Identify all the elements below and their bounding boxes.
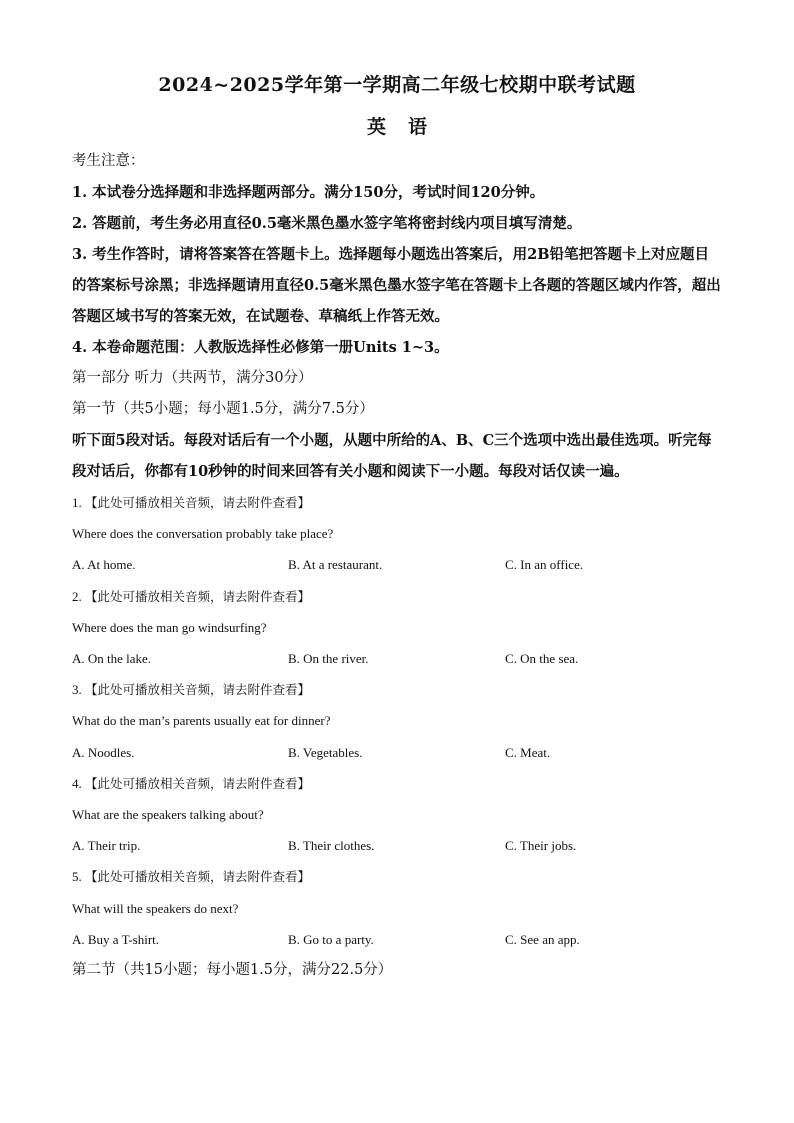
- option-a: A. Noodles.: [72, 744, 135, 760]
- question-number: 1.: [72, 495, 82, 510]
- question-number: 4.: [72, 775, 82, 791]
- question-3-header: [72, 674, 722, 705]
- section2-heading: 第二节（共15小题；每小题1.5分，满分22.5分）: [72, 961, 393, 978]
- question-3-text: What do the man’s parents usually eat for dinner?: [72, 713, 331, 729]
- exam-subject: 英语: [366, 116, 449, 138]
- question-2-header: [72, 581, 722, 612]
- exam-body: [72, 146, 722, 986]
- notice-heading: 考生注意：: [72, 153, 145, 169]
- question-1-options: [72, 549, 722, 580]
- question-1-header: [72, 487, 722, 518]
- question-3-options: [72, 737, 722, 768]
- exam-title: 2024~2025学年第一学期高二年级七校期中联考试题: [158, 74, 636, 96]
- question-5-header: [72, 861, 722, 892]
- question-number: 2.: [72, 588, 82, 604]
- option-c: C. On the sea.: [505, 651, 579, 666]
- option-a: A. Their trip.: [72, 838, 141, 854]
- audio-note: 【此处可播放相关音频，请去附件查看】: [85, 775, 311, 791]
- option-c: C. See an app.: [505, 931, 580, 947]
- question-5-text: What will the speakers do next?: [72, 900, 239, 916]
- question-4-text: What are the speakers talking about?: [72, 806, 264, 822]
- question-5-options: [72, 924, 722, 955]
- option-c: C. In an office.: [505, 557, 584, 573]
- notice-item-2: 2. 答题前，考生务必用直径0.5毫米黑色墨水签字笔将密封线内项目填写清楚。: [72, 215, 582, 232]
- question-1-text: Where does the conversation probably take place?: [72, 526, 334, 542]
- option-b: B. Vegetables.: [288, 744, 363, 760]
- question-4-options: [72, 830, 722, 861]
- option-b: B. At a restaurant.: [288, 557, 383, 573]
- option-c: C. Meat.: [505, 744, 551, 760]
- option-a: A. On the lake.: [72, 651, 152, 666]
- audio-note: 【此处可播放相关音频，请去附件查看】: [85, 869, 311, 885]
- option-a: A. At home.: [72, 557, 136, 573]
- audio-note: 【此处可播放相关音频，请去附件查看】: [85, 495, 311, 510]
- option-b: B. Their clothes.: [288, 838, 375, 854]
- option-b: B. Go to a party.: [288, 931, 374, 947]
- section1-instructions: 听下面5段对话。每段对话后有一个小题，从题中所给的A、B、C三个选项中选出最佳选项。听完每段对话后，你都有10秒钟的时间来回答有关小题和阅读下一小题。每段对话仅读一遍。: [72, 432, 712, 480]
- audio-note: 【此处可播放相关音频，请去附件查看】: [85, 682, 311, 698]
- question-2-options: [72, 643, 722, 674]
- notice-item-4: 4. 本卷命题范围：人教版选择性必修第一册Units 1~3。: [72, 339, 449, 356]
- question-2-text: Where does the man go windsurfing?: [72, 619, 267, 635]
- question-number: 3.: [72, 682, 82, 698]
- part1-heading: 第一部分 听力（共两节，满分30分）: [72, 370, 313, 386]
- option-c: C. Their jobs.: [505, 838, 577, 854]
- audio-note: 【此处可播放相关音频，请去附件查看】: [85, 588, 311, 604]
- section1-heading: 第一节（共5小题；每小题1.5分，满分7.5分）: [72, 401, 374, 417]
- notice-item-3: 3. 考生作答时，请将答案答在答题卡上。选择题每小题选出答案后，用2B铅笔把答题卡上对应题目的答案标号涂黑；非选择题请用直径0.5毫米黑色墨水签字笔在答题卡上各题的答题区域内作答，超出答题区域书写的答案无效，在试题卷、草稿纸上作答无效。: [72, 246, 721, 325]
- notice-item-1: 1. 本试卷分选择题和非选择题两部分。满分150分，考试时间120分钟。: [72, 184, 545, 201]
- option-b: B. On the river.: [288, 651, 369, 666]
- option-a: A. Buy a T-shirt.: [72, 931, 160, 947]
- question-number: 5.: [72, 869, 82, 885]
- question-4-header: [72, 768, 722, 799]
